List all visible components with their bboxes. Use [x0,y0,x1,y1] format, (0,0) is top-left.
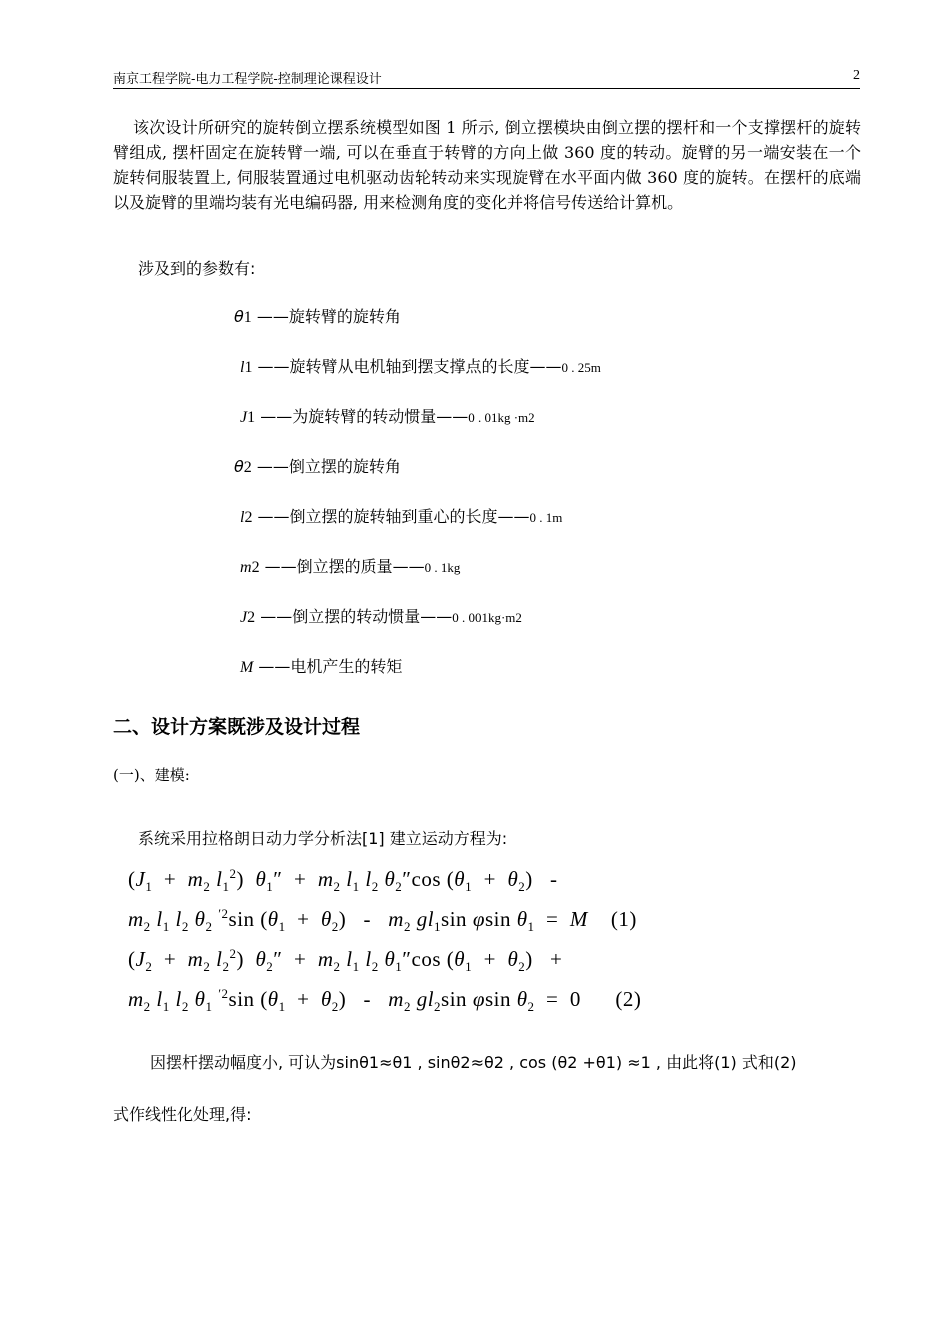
parameter-description: ——倒立摆的旋转角 [251,457,401,476]
parameter-description: ——电机产生的转矩 [253,657,403,676]
parameter-description: ——为旋转臂的转动惯量—— [255,407,469,426]
parameter-item [234,454,401,477]
sub-heading: (一)、建模: [113,766,190,784]
parameter-value: 0 . 01kg ·m2 [468,410,535,425]
parameter-symbol: J [240,609,248,626]
equation-1-line-1: ($J_1 + m_2$ $l_1^2$) $\theta_1'' + m_2$ $l_1$ $l_2$ $\theta_2''\cos$ $(\theta_1 + \theta_2)$ - [128,866,558,895]
parameter-index: 1 [244,359,253,376]
page-header [113,66,860,89]
parameter-description: ——旋转臂的旋转角 [251,307,401,326]
parameter-value: 0 . 1m [529,510,563,525]
parameter-item [240,404,535,427]
parameter-description: ——倒立摆的转动惯量—— [255,607,453,626]
equation-2-line-2: $m_2$ $l_1$ $l_2$ $\theta_1$ $^{'2}$sin $(\theta_1 + \theta_2) - m_2$ $gl_2\sin$ φsin $\theta_2 = 0$ (2) [128,986,642,1015]
parameter-item [240,604,522,627]
parameter-item [240,354,601,377]
section-heading: 二、设计方案既涉及设计过程 [113,716,361,738]
parameter-symbol: m [240,559,252,576]
method-sentence: 系统采用拉格朗日动力学分析法[1] 建立运动方程为: [138,829,508,848]
parameter-description: ——倒立摆的质量—— [259,557,425,576]
params-label: 涉及到的参数有: [138,259,256,278]
parameter-index: 1 [247,409,256,426]
parameter-index: 2 [244,509,253,526]
parameter-index: 2 [247,609,256,626]
parameter-index: 2 [243,459,252,476]
parameter-symbol: θ [234,457,244,476]
parameter-description: ——倒立摆的旋转轴到重心的长度—— [252,507,530,526]
parameter-symbol: J [240,409,248,426]
equation-number-2: (2) [615,987,642,1011]
parameter-item [240,504,562,527]
parameter-item [240,554,460,577]
intro-paragraph: 该次设计所研究的旋转倒立摆系统模型如图 1 所示, 倒立摆模块由倒立摆的摆杆和一个支撑摆杆的旋转臂组成, 摆杆固定在旋转臂一端, 可以在垂直于转臂的方向上做 360 度的转动。旋臂的另一端安装在一个旋转伺服装置上, 伺服装置通过电机驱动齿轮转动来实现旋臂在水平面内做 360 度的旋转。在摆杆的底端以及旋臂的里端均装有光电编码器, 用来检测角度的变化并将信号传送给计算机。 [113,118,861,212]
header-title: 南京工程学院-电力工程学院-控制理论课程设计 [113,72,382,87]
parameter-index: 2 [251,559,260,576]
parameter-value: 0 . 25m [561,360,601,375]
equation-number-1: (1) [610,907,637,931]
parameter-value: 0 . 001kg·m2 [452,610,522,625]
linearization-sentence: 因摆杆摆动幅度小, 可认为sinθ1≈θ1 , sinθ2≈θ2 , cos (θ2 +θ1) ≈1 , 由此将(1) 式和(2) [150,1053,797,1072]
linearization-sentence-continued: 式作线性化处理,得: [113,1105,252,1124]
page-number: 2 [853,68,860,83]
equation-2-line-1: ($J_2 + m_2$ $l_2^2$) $\theta_2'' + m_2$ $l_1$ $l_2$ $\theta_1''\cos$ $(\theta_1 + \theta_2)$ + [128,946,563,975]
parameter-item [240,654,402,677]
parameter-description: ——旋转臂从电机轴到摆支撑点的长度—— [252,357,562,376]
parameter-symbol: θ [234,307,244,326]
parameter-value: 0 . 1kg [424,560,461,575]
parameter-symbol: M [240,659,254,676]
parameter-symbol: l [240,509,245,526]
parameter-item [234,304,401,327]
equation-1-line-2: $m_2$ $l_1$ $l_2$ $\theta_2$ $^{'2}$sin $(\theta_1 + \theta_2) - m_2$ $gl_1\sin$ φsin $\theta_1 = M$ (1) [128,906,637,935]
parameter-symbol: l [240,359,245,376]
parameter-index: 1 [243,309,252,326]
